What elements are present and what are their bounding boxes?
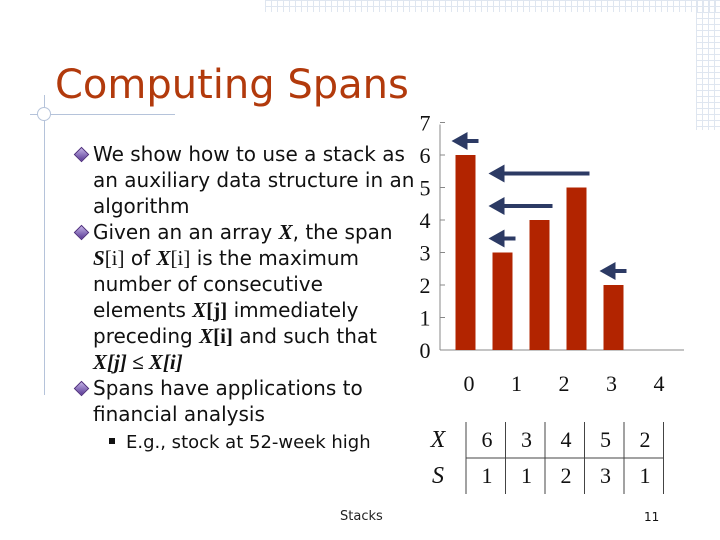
var-x: X (156, 246, 171, 270)
table-cell-x: 3 (521, 427, 532, 452)
table-cell-x: 2 (639, 427, 651, 452)
bullet-3-text: Spans have applications to financial analysis (93, 376, 363, 426)
index-i: [i] (170, 246, 191, 270)
bar (567, 188, 587, 351)
bar (456, 155, 476, 350)
sub-bullet-1-text: E.g., stock at 52-week high (126, 432, 371, 453)
index-j: [j] (206, 298, 228, 322)
table-cell-s: 3 (600, 463, 611, 488)
index-i: [i] (104, 246, 125, 270)
y-tick-label: 5 (419, 175, 431, 201)
table-cell-x: 5 (600, 427, 611, 452)
table-cell-x: 6 (481, 427, 493, 452)
span-arrow-head (452, 132, 468, 150)
y-tick-label: 1 (419, 305, 431, 331)
table-cell-s: 1 (639, 463, 651, 488)
y-tick-label: 7 (419, 110, 431, 136)
inequality: X[j] ≤ X[i] (93, 350, 183, 374)
var-x: X (192, 298, 207, 322)
y-tick-label: 3 (419, 240, 431, 266)
var-x: X (278, 220, 293, 244)
footer-text: Stacks (340, 509, 383, 524)
y-tick-label: 0 (419, 338, 431, 363)
table-cell-s: 1 (481, 463, 493, 488)
table-row-label: X (430, 427, 446, 453)
bullet-2-text-mid4: and such that (232, 324, 378, 348)
table-cell-x: 4 (560, 427, 572, 452)
span-arrow-head (600, 262, 616, 280)
x-tick-label: 1 (511, 371, 522, 396)
y-tick-label: 6 (419, 143, 431, 168)
x-tick-label: 2 (558, 371, 570, 396)
bar (493, 253, 513, 351)
span-arrow-head (489, 230, 505, 248)
bullet-2-text-mid2: is the maximum number of consecutive elements (93, 246, 360, 322)
page-number: 11 (644, 510, 660, 524)
bullet-2-text-mid3: immediately preceding (93, 298, 359, 348)
bullet-2-text-mid1: , the span (292, 220, 393, 244)
table-cell-s: 1 (521, 463, 532, 488)
index-i: [i] (213, 324, 233, 348)
y-tick-label: 4 (419, 208, 431, 233)
bullet-2-text-of: of (124, 246, 157, 270)
x-tick-label: 4 (653, 371, 665, 396)
bullet-1-text: We show how to use a stack as an auxiliary data structure in an algorithm (93, 142, 415, 218)
x-tick-label: 0 (463, 371, 475, 396)
bar (530, 220, 550, 350)
span-arrow-head (489, 165, 505, 183)
slide-title: Computing Spans (55, 62, 409, 108)
bar (604, 285, 624, 350)
bullet-2-text-pre: Given an an array (93, 220, 279, 244)
table-row-label: S (432, 463, 444, 489)
var-x: X (199, 324, 214, 348)
var-s: S (93, 246, 105, 270)
span-arrow-head (489, 197, 505, 215)
y-tick-label: 2 (419, 273, 431, 298)
table-cell-s: 2 (560, 463, 572, 488)
x-tick-label: 3 (606, 371, 617, 396)
